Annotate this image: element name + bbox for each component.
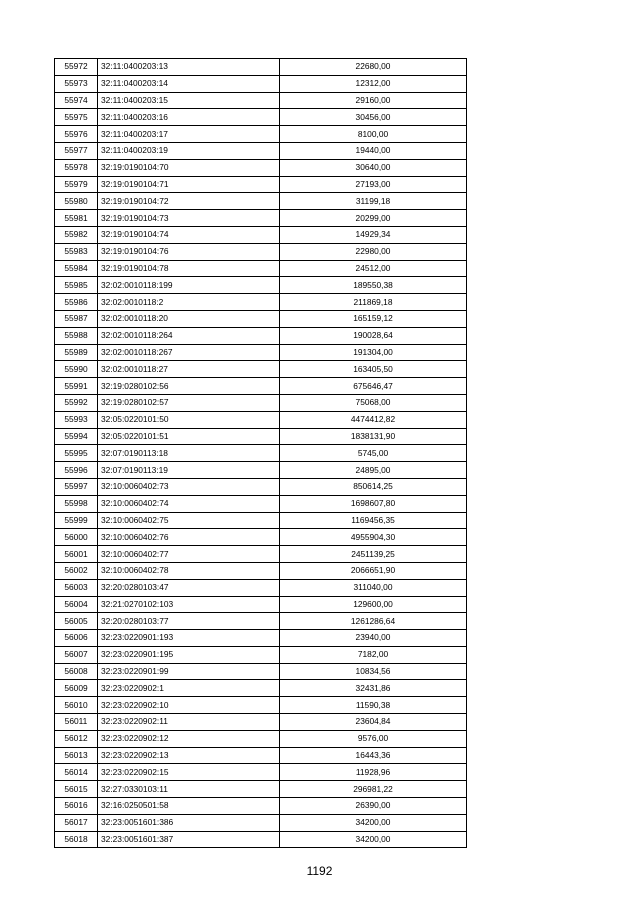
table-row <box>55 193 467 210</box>
cadastral-value-table <box>54 58 467 848</box>
row-number-cell: 55984 <box>55 260 98 277</box>
cadastral-number-cell: 32:23:0220902:10 <box>98 697 280 714</box>
table-row <box>55 697 467 714</box>
cadastral-number-cell: 32:05:0220101:51 <box>98 428 280 445</box>
row-number-cell: 56018 <box>55 831 98 848</box>
value-cell: 4955904,30 <box>280 529 467 546</box>
row-number-cell: 56010 <box>55 697 98 714</box>
row-number-cell: 55974 <box>55 92 98 109</box>
value-cell: 24895,00 <box>280 462 467 479</box>
value-cell: 16443,36 <box>280 747 467 764</box>
row-number-cell: 55994 <box>55 428 98 445</box>
cadastral-number-cell: 32:05:0220101:50 <box>98 411 280 428</box>
value-cell: 26390,00 <box>280 798 467 815</box>
row-number-cell: 56014 <box>55 764 98 781</box>
row-number-cell: 55973 <box>55 75 98 92</box>
table-row <box>55 747 467 764</box>
table-row <box>55 462 467 479</box>
value-cell: 23940,00 <box>280 630 467 647</box>
row-number-cell: 55976 <box>55 126 98 143</box>
row-number-cell: 56006 <box>55 630 98 647</box>
value-cell: 189550,38 <box>280 277 467 294</box>
table-row <box>55 478 467 495</box>
cadastral-number-cell: 32:21:0270102:103 <box>98 596 280 613</box>
value-cell: 10834,56 <box>280 663 467 680</box>
row-number-cell: 55986 <box>55 294 98 311</box>
cadastral-number-cell: 32:07:0190113:18 <box>98 445 280 462</box>
value-cell: 20299,00 <box>280 210 467 227</box>
table-row <box>55 798 467 815</box>
table-row <box>55 814 467 831</box>
cadastral-number-cell: 32:10:0060402:76 <box>98 529 280 546</box>
value-cell: 75068,00 <box>280 394 467 411</box>
row-number-cell: 56015 <box>55 781 98 798</box>
cadastral-number-cell: 32:19:0190104:74 <box>98 226 280 243</box>
table-row <box>55 176 467 193</box>
cadastral-number-cell: 32:02:0010118:267 <box>98 344 280 361</box>
row-number-cell: 55993 <box>55 411 98 428</box>
cadastral-number-cell: 32:19:0190104:78 <box>98 260 280 277</box>
row-number-cell: 55975 <box>55 109 98 126</box>
page-number: 1192 <box>306 864 333 878</box>
cadastral-number-cell: 32:23:0220901:195 <box>98 646 280 663</box>
table-row <box>55 411 467 428</box>
table-row <box>55 764 467 781</box>
value-cell: 30456,00 <box>280 109 467 126</box>
value-cell: 211869,18 <box>280 294 467 311</box>
cadastral-number-cell: 32:11:0400203:13 <box>98 59 280 76</box>
cadastral-number-cell: 32:16:0250501:58 <box>98 798 280 815</box>
value-cell: 23604,84 <box>280 714 467 731</box>
row-number-cell: 55999 <box>55 512 98 529</box>
table-row <box>55 92 467 109</box>
cadastral-number-cell: 32:19:0190104:72 <box>98 193 280 210</box>
cadastral-number-cell: 32:23:0051601:387 <box>98 831 280 848</box>
row-number-cell: 56005 <box>55 613 98 630</box>
value-cell: 2066651,90 <box>280 562 467 579</box>
value-cell: 22680,00 <box>280 59 467 76</box>
cadastral-number-cell: 32:23:0220902:15 <box>98 764 280 781</box>
value-cell: 5745,00 <box>280 445 467 462</box>
cadastral-number-cell: 32:07:0190113:19 <box>98 462 280 479</box>
row-number-cell: 56017 <box>55 814 98 831</box>
table-row <box>55 730 467 747</box>
row-number-cell: 55985 <box>55 277 98 294</box>
table-row <box>55 831 467 848</box>
cadastral-number-cell: 32:10:0060402:74 <box>98 495 280 512</box>
cadastral-number-cell: 32:23:0051601:386 <box>98 814 280 831</box>
cadastral-number-cell: 32:20:0280103:77 <box>98 613 280 630</box>
value-cell: 311040,00 <box>280 579 467 596</box>
row-number-cell: 55995 <box>55 445 98 462</box>
cadastral-number-cell: 32:11:0400203:15 <box>98 92 280 109</box>
row-number-cell: 55980 <box>55 193 98 210</box>
cadastral-number-cell: 32:19:0190104:70 <box>98 159 280 176</box>
row-number-cell: 55989 <box>55 344 98 361</box>
value-cell: 296981,22 <box>280 781 467 798</box>
row-number-cell: 56013 <box>55 747 98 764</box>
cadastral-number-cell: 32:11:0400203:16 <box>98 109 280 126</box>
value-cell: 11928,96 <box>280 764 467 781</box>
table-row <box>55 142 467 159</box>
value-cell: 27193,00 <box>280 176 467 193</box>
cadastral-number-cell: 32:23:0220902:1 <box>98 680 280 697</box>
value-cell: 32431,86 <box>280 680 467 697</box>
value-cell: 1261286,64 <box>280 613 467 630</box>
value-cell: 675646,47 <box>280 378 467 395</box>
value-cell: 165159,12 <box>280 310 467 327</box>
table-row <box>55 495 467 512</box>
value-cell: 11590,38 <box>280 697 467 714</box>
value-cell: 163405,50 <box>280 361 467 378</box>
cadastral-number-cell: 32:23:0220901:193 <box>98 630 280 647</box>
row-number-cell: 55981 <box>55 210 98 227</box>
value-cell: 129600,00 <box>280 596 467 613</box>
table-row <box>55 646 467 663</box>
cadastral-number-cell: 32:02:0010118:27 <box>98 361 280 378</box>
cadastral-number-cell: 32:23:0220902:13 <box>98 747 280 764</box>
registry-sheet <box>54 58 466 848</box>
cadastral-number-cell: 32:10:0060402:73 <box>98 478 280 495</box>
row-number-cell: 55977 <box>55 142 98 159</box>
value-cell: 1698607,80 <box>280 495 467 512</box>
row-number-cell: 55982 <box>55 226 98 243</box>
cadastral-number-cell: 32:10:0060402:77 <box>98 546 280 563</box>
row-number-cell: 55987 <box>55 310 98 327</box>
value-cell: 2451139,25 <box>280 546 467 563</box>
cadastral-number-cell: 32:02:0010118:199 <box>98 277 280 294</box>
row-number-cell: 55988 <box>55 327 98 344</box>
value-cell: 1169456,35 <box>280 512 467 529</box>
table-row <box>55 310 467 327</box>
row-number-cell: 55983 <box>55 243 98 260</box>
cadastral-number-cell: 32:23:0220902:12 <box>98 730 280 747</box>
value-cell: 14929,34 <box>280 226 467 243</box>
table-row <box>55 613 467 630</box>
table-row <box>55 445 467 462</box>
table-row <box>55 260 467 277</box>
cadastral-number-cell: 32:11:0400203:19 <box>98 142 280 159</box>
table-row <box>55 210 467 227</box>
cadastral-number-cell: 32:02:0010118:264 <box>98 327 280 344</box>
row-number-cell: 56009 <box>55 680 98 697</box>
row-number-cell: 55972 <box>55 59 98 76</box>
table-row <box>55 680 467 697</box>
cadastral-number-cell: 32:11:0400203:17 <box>98 126 280 143</box>
table-row <box>55 579 467 596</box>
cadastral-number-cell: 32:19:0190104:71 <box>98 176 280 193</box>
table-row <box>55 344 467 361</box>
table-row <box>55 714 467 731</box>
value-cell: 12312,00 <box>280 75 467 92</box>
value-cell: 8100,00 <box>280 126 467 143</box>
table-row <box>55 378 467 395</box>
cadastral-number-cell: 32:27:0330103:11 <box>98 781 280 798</box>
value-cell: 34200,00 <box>280 814 467 831</box>
value-cell: 30640,00 <box>280 159 467 176</box>
row-number-cell: 56007 <box>55 646 98 663</box>
value-cell: 22980,00 <box>280 243 467 260</box>
row-number-cell: 56011 <box>55 714 98 731</box>
table-row <box>55 428 467 445</box>
table-row <box>55 781 467 798</box>
cadastral-number-cell: 32:02:0010118:2 <box>98 294 280 311</box>
row-number-cell: 56012 <box>55 730 98 747</box>
table-row <box>55 361 467 378</box>
value-cell: 4474412,82 <box>280 411 467 428</box>
value-cell: 24512,00 <box>280 260 467 277</box>
table-row <box>55 394 467 411</box>
cadastral-number-cell: 32:02:0010118:20 <box>98 310 280 327</box>
row-number-cell: 56016 <box>55 798 98 815</box>
row-number-cell: 56002 <box>55 562 98 579</box>
cadastral-number-cell: 32:19:0280102:56 <box>98 378 280 395</box>
row-number-cell: 55998 <box>55 495 98 512</box>
cadastral-number-cell: 32:19:0190104:73 <box>98 210 280 227</box>
table-row <box>55 126 467 143</box>
table-row <box>55 512 467 529</box>
table-row <box>55 159 467 176</box>
value-cell: 34200,00 <box>280 831 467 848</box>
row-number-cell: 56000 <box>55 529 98 546</box>
value-cell: 850614,25 <box>280 478 467 495</box>
table-row <box>55 226 467 243</box>
table-row <box>55 75 467 92</box>
row-number-cell: 56004 <box>55 596 98 613</box>
row-number-cell: 55991 <box>55 378 98 395</box>
table-row <box>55 294 467 311</box>
row-number-cell: 55996 <box>55 462 98 479</box>
value-cell: 19440,00 <box>280 142 467 159</box>
value-cell: 190028,64 <box>280 327 467 344</box>
value-cell: 29160,00 <box>280 92 467 109</box>
row-number-cell: 56001 <box>55 546 98 563</box>
value-cell: 9576,00 <box>280 730 467 747</box>
cadastral-number-cell: 32:23:0220902:11 <box>98 714 280 731</box>
table-row <box>55 529 467 546</box>
value-cell: 1838131,90 <box>280 428 467 445</box>
table-row <box>55 277 467 294</box>
row-number-cell: 55978 <box>55 159 98 176</box>
table-row <box>55 596 467 613</box>
table-row <box>55 59 467 76</box>
table-body <box>55 59 467 848</box>
cadastral-number-cell: 32:10:0060402:75 <box>98 512 280 529</box>
table-row <box>55 109 467 126</box>
value-cell: 31199,18 <box>280 193 467 210</box>
row-number-cell: 55992 <box>55 394 98 411</box>
value-cell: 191304,00 <box>280 344 467 361</box>
row-number-cell: 55990 <box>55 361 98 378</box>
row-number-cell: 55979 <box>55 176 98 193</box>
cadastral-number-cell: 32:23:0220901:99 <box>98 663 280 680</box>
table-row <box>55 630 467 647</box>
table-row <box>55 663 467 680</box>
cadastral-number-cell: 32:19:0280102:57 <box>98 394 280 411</box>
cadastral-number-cell: 32:20:0280103:47 <box>98 579 280 596</box>
cadastral-number-cell: 32:19:0190104:76 <box>98 243 280 260</box>
value-cell: 7182,00 <box>280 646 467 663</box>
row-number-cell: 56008 <box>55 663 98 680</box>
row-number-cell: 55997 <box>55 478 98 495</box>
row-number-cell: 56003 <box>55 579 98 596</box>
table-row <box>55 327 467 344</box>
table-row <box>55 562 467 579</box>
table-row <box>55 546 467 563</box>
cadastral-number-cell: 32:11:0400203:14 <box>98 75 280 92</box>
cadastral-number-cell: 32:10:0060402:78 <box>98 562 280 579</box>
table-row <box>55 243 467 260</box>
